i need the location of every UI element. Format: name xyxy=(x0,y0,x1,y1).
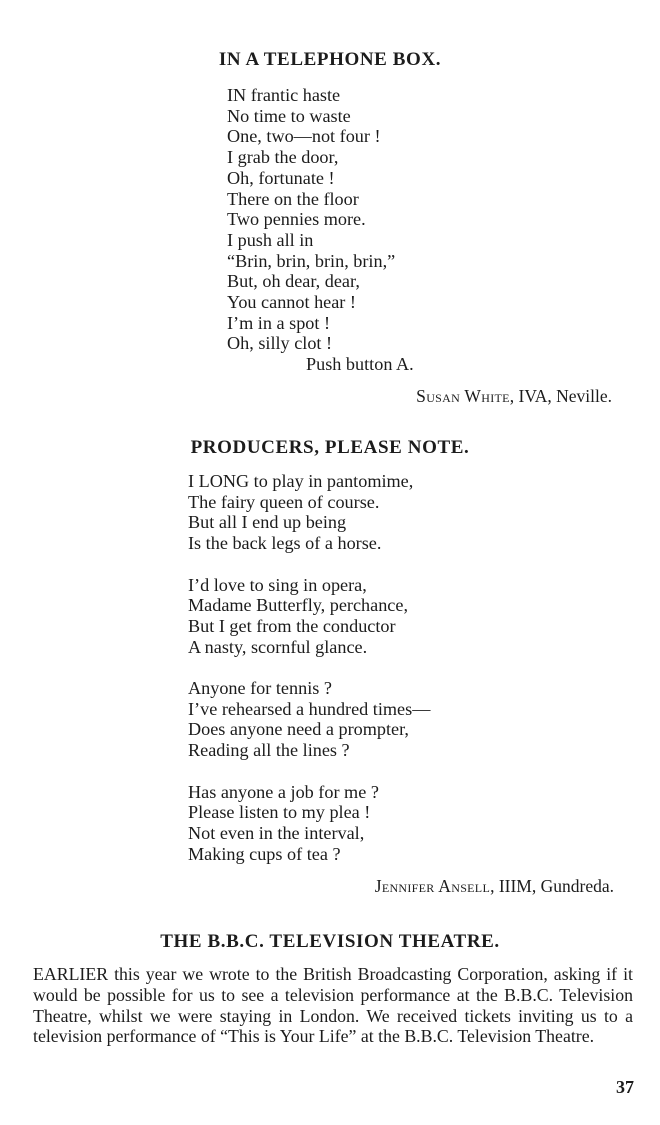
poem-line: I’d love to sing in opera, xyxy=(188,574,367,595)
poem-line: Anyone for tennis ? xyxy=(188,678,332,698)
poem-line: The fairy queen of course. xyxy=(188,491,380,512)
poem-line: I push all in xyxy=(227,229,314,250)
poem-line: Oh, silly clot ! xyxy=(227,333,333,354)
poem-line: But I get from the conductor xyxy=(188,615,396,636)
poem-line: Making cups of tea ? xyxy=(188,843,341,864)
poem-line: I’m in a spot ! xyxy=(227,312,331,333)
poem-line: Is the back legs of a horse. xyxy=(188,533,382,554)
author-name: Susan White xyxy=(416,386,510,406)
poem-line: No time to waste xyxy=(227,105,351,126)
author-name: Jennifer Ansell xyxy=(374,876,491,896)
author-form-house: , IIIM, Gundreda. xyxy=(490,876,614,896)
poem-line: One, two—not four ! xyxy=(227,126,381,147)
author-form-house: , IVA, Neville. xyxy=(509,386,612,406)
poem-line: Madame Butterfly, perchance, xyxy=(188,595,408,616)
poem-line: Reading all the lines ? xyxy=(188,740,350,761)
poem-title-telephone-box: IN A TELEPHONE BOX. xyxy=(218,49,442,70)
poem-line: Please listen to my plea ! xyxy=(188,802,371,823)
poem-line: You cannot hear ! xyxy=(227,292,356,313)
poem-line: But, oh dear, dear, xyxy=(227,271,360,292)
poem-line: IN frantic haste xyxy=(227,85,341,105)
page-number: 37 xyxy=(616,1077,634,1097)
poem-byline-susan-white xyxy=(416,386,612,407)
article-title-bbc-television-theatre: THE B.B.C. TELEVISION THEATRE. xyxy=(160,931,500,952)
poem-line: Oh, fortunate ! xyxy=(227,167,335,188)
poem-line: Not even in the interval, xyxy=(188,822,365,843)
poem-line: Does anyone need a prompter, xyxy=(188,719,409,740)
poem-line: Two pennies more. xyxy=(227,209,366,230)
poem-line: I’ve rehearsed a hundred times— xyxy=(188,698,431,719)
poem-line: But all I end up being xyxy=(188,512,347,533)
poem-title-producers-please-note: PRODUCERS, PLEASE NOTE. xyxy=(190,437,470,458)
poem-line: There on the floor xyxy=(227,188,359,209)
poem-line: I LONG to play in pantomime, xyxy=(188,471,414,491)
poem-line: I grab the door, xyxy=(227,147,339,168)
poem-line: Has anyone a job for me ? xyxy=(188,781,379,802)
poem-line: Push button A. xyxy=(306,354,414,375)
poem-line: A nasty, scornful glance. xyxy=(188,636,368,657)
poem-byline-jennifer-ansell xyxy=(375,876,614,897)
poem-producers-please-note xyxy=(188,471,430,864)
poem-telephone-box xyxy=(227,85,414,375)
article-body: EARLIER this year we wrote to the British Broadcasting Corporation, asking if it would be possible for us to see a television performance at the B.B.C. Television Theatre, whilst we were staying in London. We received tickets inviting us to a television performance of “This is Your Life” at the B.B.C. Television Theatre. xyxy=(33,964,633,1047)
poem-line: “Brin, brin, brin, brin,” xyxy=(227,250,396,271)
